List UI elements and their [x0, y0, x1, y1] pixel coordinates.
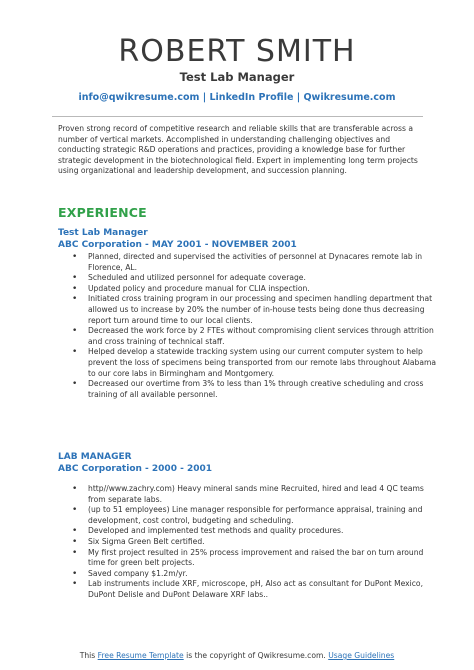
candidate-name: ROBERT SMITH [118, 34, 356, 69]
candidate-job-title: Test Lab Manager [179, 70, 295, 84]
job-title: LAB MANAGER [58, 452, 132, 462]
summary-paragraph: Proven strong record of competitive research and reliable skills that are transferable across a number of vertical markets. Accomplished in understanding challenging objectives and conducting strategic R&D operations and practices, providing a knowledge base for further strategic development in the biotechnological field. Expert in implementing long term projects using organizational and leadership development, and succession planning. [58, 124, 418, 175]
list-item: • Initiated cross training program in our processing and specimen handling department that allowed us to increase by 20% the number of in-house tests being done thus decreasing report turn around time to our local clients. [58, 294, 438, 326]
footer-middle: is the copyright of Qwikresume.com. [183, 651, 329, 660]
job-company-dates: ABC Corporation - MAY 2001 - NOVEMBER 2001 [58, 240, 297, 250]
list-item: • Decreased our overtime from 3% to less than 1% through creative scheduling and cross training of all available personnel. [58, 379, 438, 400]
list-item: • (up to 51 employees) Line manager responsible for performance appraisal, training and development, cost control, budgeting and scheduling. [58, 505, 438, 526]
contact-links[interactable]: info@qwikresume.com | LinkedIn Profile | Qwikresume.com [78, 92, 396, 103]
job-bullets [58, 484, 438, 601]
free-resume-template-link[interactable]: Free Resume Template [97, 651, 184, 660]
experience-heading: EXPERIENCE [58, 205, 147, 220]
list-item: • Saved company $1.2m/yr. [58, 569, 438, 580]
list-item: • Developed and implemented test methods and quality procedures. [58, 526, 438, 537]
list-item: • Lab instruments include XRF, microscope, pH, Also act as consultant for DuPont Mexico, DuPont Delisle and DuPont Delaware XRF labs.. [58, 579, 438, 600]
list-item: • My first project resulted in 25% process improvement and raised the bar on turn around time for green belt projects. [58, 548, 438, 569]
usage-guidelines-link[interactable]: Usage Guidelines [328, 651, 395, 660]
job-title: Test Lab Manager [58, 228, 148, 238]
list-item: • Helped develop a statewide tracking system using our current computer system to help prevent the loss of specimens being transported from our remote labs throughout Alabama to our core labs in Birmingham and Montgomery. [58, 347, 438, 379]
list-item: • Planned, directed and supervised the activities of personnel at Dynacares remote lab in Florence, AL. [58, 252, 438, 273]
list-item: • Decreased the work force by 2 FTEs without compromising client services through attrition and cross training of technical staff. [58, 326, 438, 347]
list-item: • Six Sigma Green Belt certified. [58, 537, 438, 548]
footer-prefix: This [79, 651, 98, 660]
header-divider [52, 116, 423, 117]
job-company-dates: ABC Corporation - 2000 - 2001 [58, 464, 213, 474]
job-bullets [58, 252, 438, 400]
list-item: • Updated policy and procedure manual for CLIA inspection. [58, 284, 438, 295]
list-item: • http//www.zachry.com) Heavy mineral sands mine Recruited, hired and lead 4 QC teams from separate labs. [58, 484, 438, 505]
list-item: • Scheduled and utilized personnel for adequate coverage. [58, 273, 438, 284]
footer [0, 651, 474, 660]
